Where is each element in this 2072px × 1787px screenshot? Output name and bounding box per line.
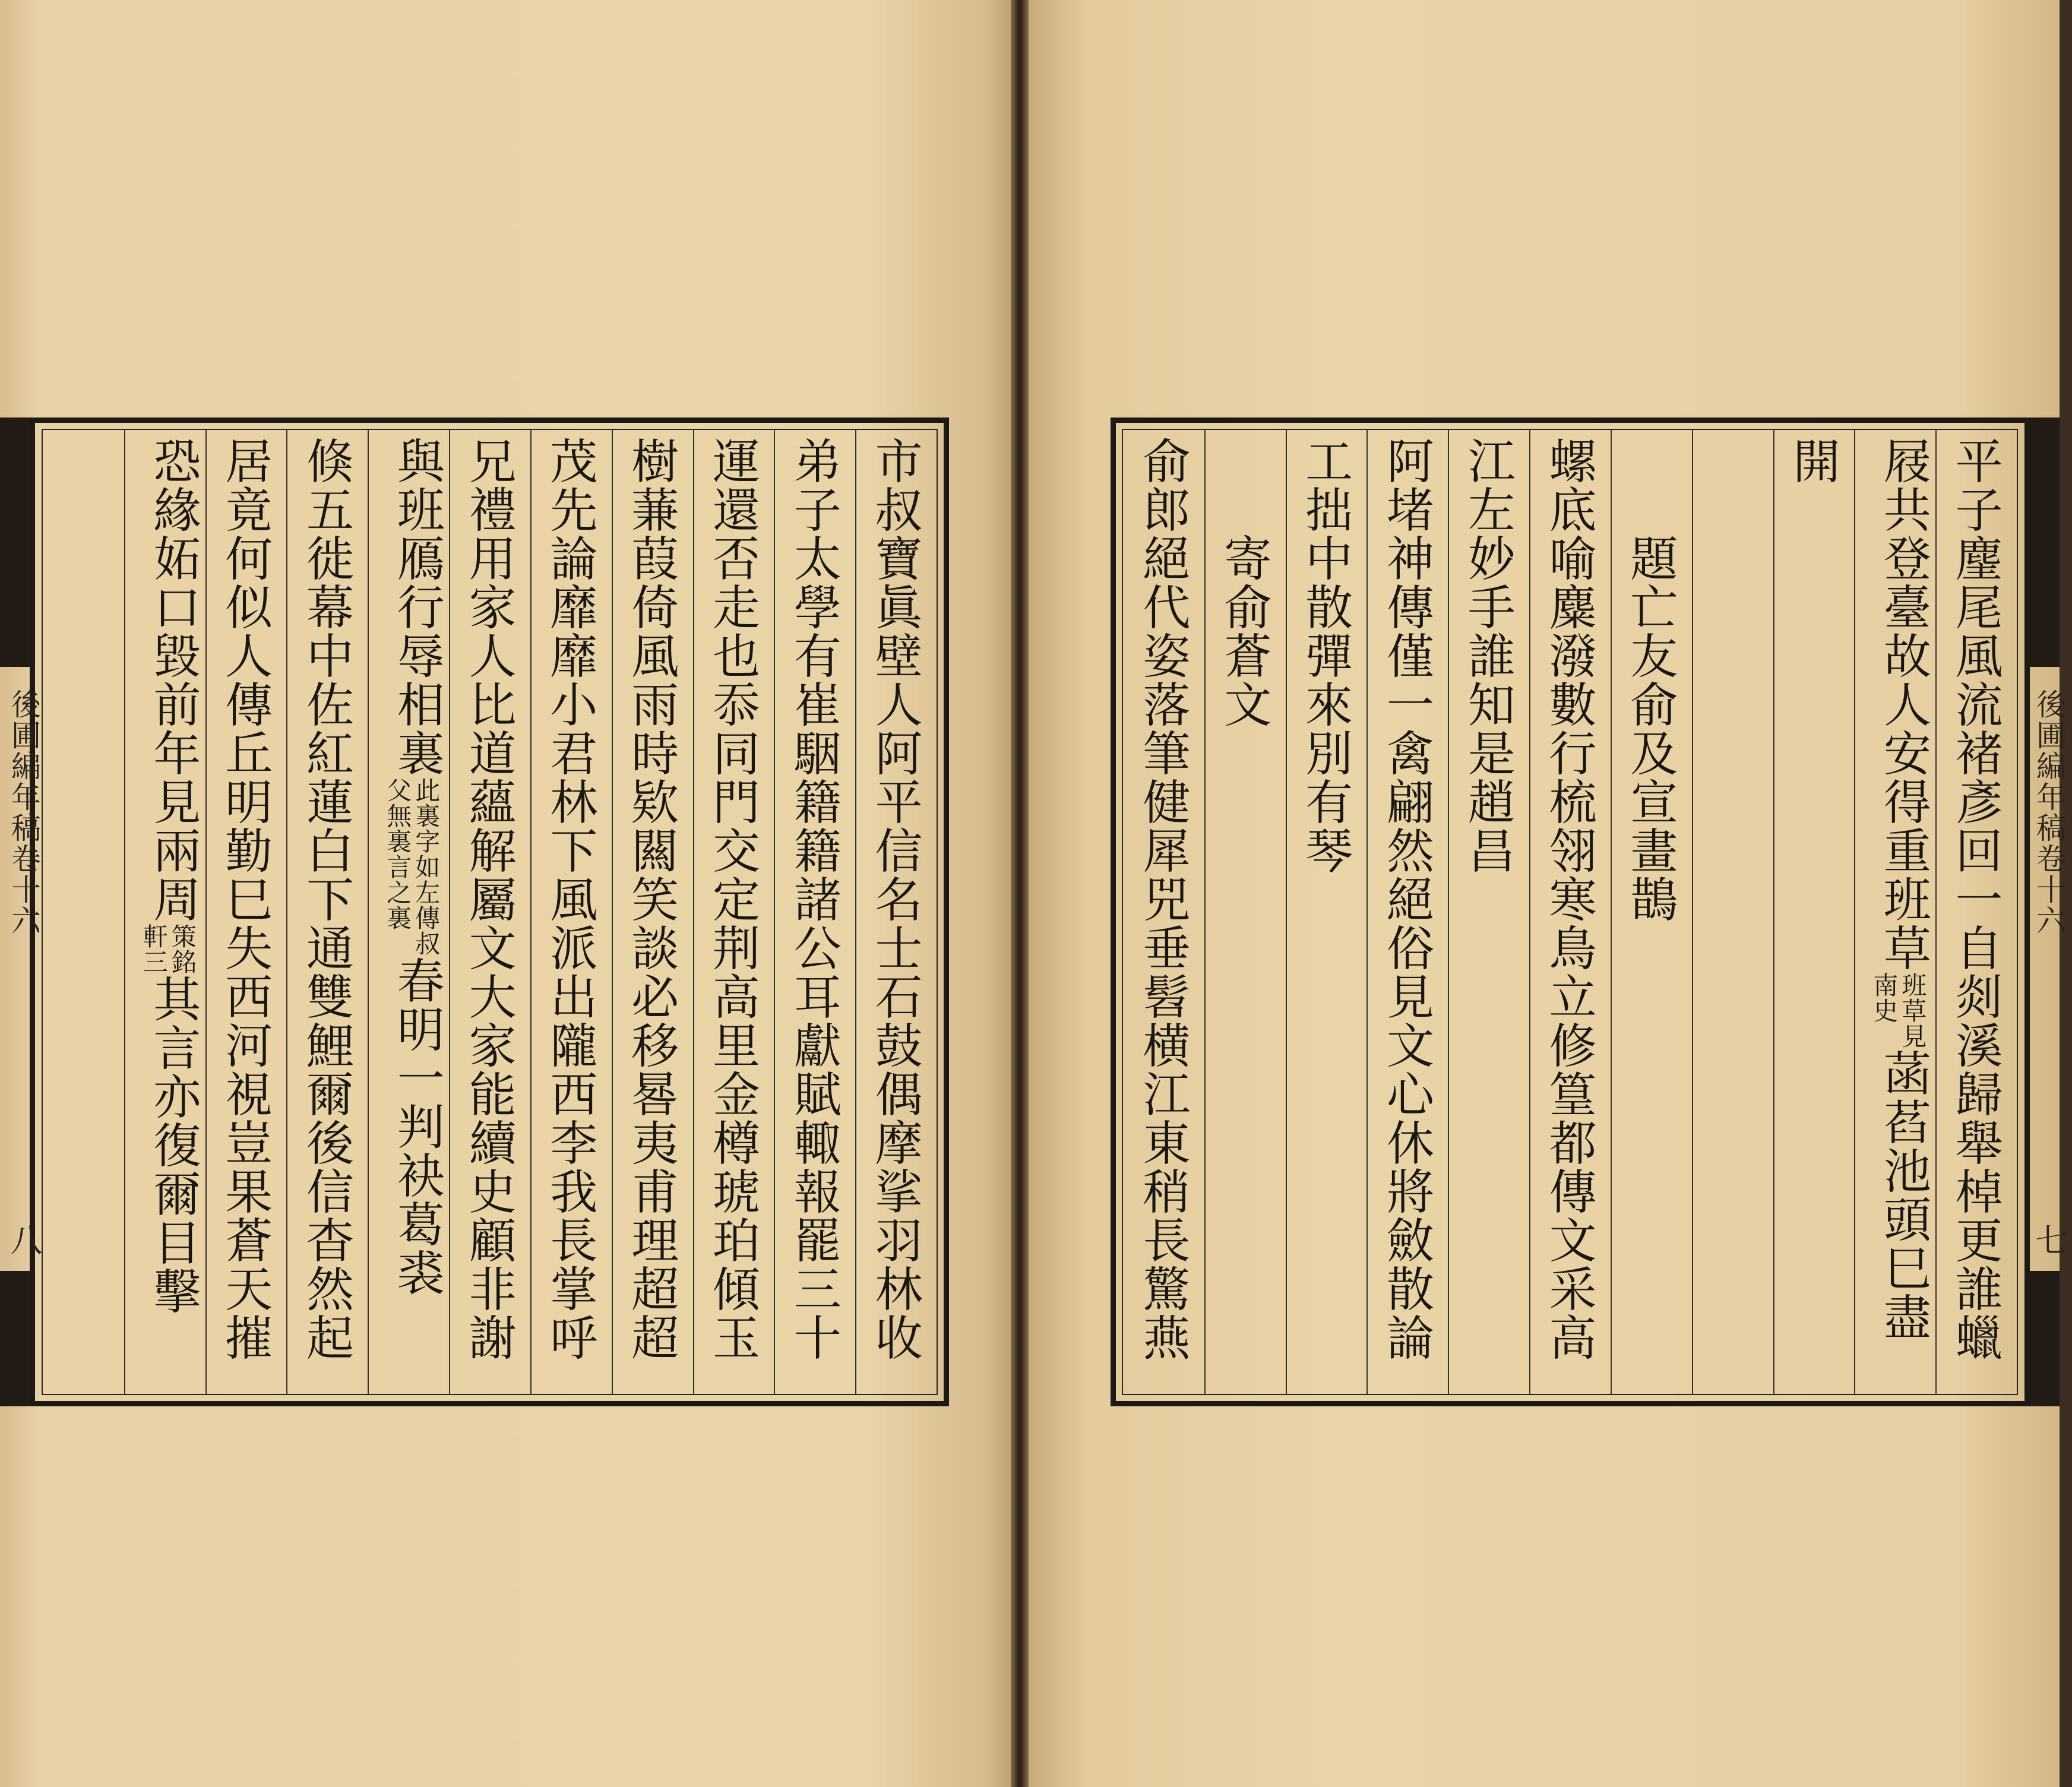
right-fold-strip-top xyxy=(2030,418,2060,667)
right-column-rule xyxy=(1773,430,1774,1394)
column-text: 平子麈尾風流褚彥回一自剡溪歸舉棹更誰蠟 xyxy=(1947,437,2003,1362)
column-text: 恐緣妬口毀前年見兩周 xyxy=(145,437,201,923)
right-column-rule xyxy=(1448,430,1449,1394)
column-text: 開 xyxy=(1785,437,1840,485)
right-column-rule xyxy=(1692,430,1693,1394)
right-column-rule xyxy=(1935,430,1937,1394)
column-text: 題亡友俞及宣畫鵲 xyxy=(1622,437,1678,923)
column-text: 俞郎絕代姿落筆健犀兕垂髫横江東稍長驚燕 xyxy=(1135,437,1190,1362)
left-column-rule xyxy=(612,430,613,1394)
column-text: 螺底喻麋潑數行梳翎寒鳥立修篁都傳文采高 xyxy=(1541,437,1597,1362)
left-fold-strip-top xyxy=(0,418,30,667)
book-gutter xyxy=(1011,0,1029,1787)
left-column-rule xyxy=(530,430,532,1394)
column-text: 春明一判袂葛裘 xyxy=(389,956,445,1297)
left-column-rule xyxy=(449,430,450,1394)
left-leaf-number: 八 xyxy=(5,1223,43,1255)
left-text-column: 兄禮用家人比道蘊解屬文大家能續史顧非謝 xyxy=(461,437,517,1362)
note-line: 策銘 xyxy=(167,923,197,975)
right-text-column xyxy=(1216,437,1271,729)
right-text-column xyxy=(1541,437,1597,1362)
interlinear-note xyxy=(140,923,197,975)
left-column-rule xyxy=(368,430,369,1394)
column-text: 菡萏池頭巳盡 xyxy=(1875,1049,1931,1341)
note-line: 班草見 xyxy=(1898,972,1928,1049)
left-text-column: 居竟何似人傳丘明勤巳失西河視豈果蒼天摧 xyxy=(217,437,273,1362)
left-edge-title: 後圃編年稿卷十六 xyxy=(7,689,41,936)
right-text-column xyxy=(1785,437,1840,485)
left-text-column: 茂先論靡靡小君林下風派出隴西李我長掌呼 xyxy=(542,437,597,1362)
column-text: 其言亦復爾目擊 xyxy=(145,975,201,1315)
right-text-column xyxy=(1297,437,1353,875)
note-line: 南史 xyxy=(1869,972,1899,1023)
right-text-column xyxy=(1378,437,1434,1362)
column-text: 寄俞蒼文 xyxy=(1216,437,1271,729)
column-text: 江左妙手誰知是趙昌 xyxy=(1460,437,1516,875)
right-text-column xyxy=(1622,437,1678,923)
right-column-rule xyxy=(1286,430,1287,1394)
right-column-rule xyxy=(1366,430,1368,1394)
left-text-column: 運還否走也忝同門交定荆高里金樽琥珀傾玉 xyxy=(704,437,760,1362)
right-text-column xyxy=(1135,437,1190,1362)
left-column-rule xyxy=(693,430,694,1394)
interlinear-note xyxy=(1869,972,1927,1049)
left-text-column: 市叔寶眞壁人阿平信名士石鼓偶摩挲羽林收 xyxy=(867,437,923,1362)
right-column-rule xyxy=(1611,430,1612,1394)
right-text-column xyxy=(1460,437,1516,875)
left-column-rule xyxy=(124,430,125,1394)
left-text-column: 弟子太學有崔駰籍籍諸公耳獻賦輙報罷三十 xyxy=(786,437,842,1362)
column-text: 與班鴈行辱相裏 xyxy=(389,437,445,777)
note-line: 父無裏言之裏 xyxy=(383,777,413,931)
column-text: 屐共登臺故人安得重班草 xyxy=(1875,437,1931,972)
interlinear-note xyxy=(383,777,440,956)
right-edge-title: 後圃編年稿卷十六 xyxy=(2032,689,2066,936)
left-text-column: 樹蒹葭倚風雨時欵闗笑談必移晷夷甫理超超 xyxy=(623,437,679,1362)
right-fold-strip-bottom xyxy=(2030,1271,2060,1406)
left-fold-strip-bottom xyxy=(0,1271,30,1406)
right-leaf-number: 七 xyxy=(2030,1223,2068,1255)
left-column-rule xyxy=(855,430,856,1394)
left-text-column xyxy=(139,437,201,1315)
note-line: 軒三 xyxy=(139,923,169,975)
left-column-rule xyxy=(286,430,287,1394)
right-text-column xyxy=(1947,437,2003,1362)
left-text-column xyxy=(383,437,445,1297)
left-column-rule xyxy=(205,430,207,1394)
column-text: 阿堵神傳僅一禽翩然絕俗見文心休將斂散論 xyxy=(1378,437,1434,1362)
note-line: 此裏字如左傳叔 xyxy=(412,777,441,956)
right-column-rule xyxy=(1529,430,1530,1394)
column-text: 工拙中散彈來別有琴 xyxy=(1297,437,1353,875)
right-column-rule xyxy=(1854,430,1855,1394)
left-text-column: 倏五徙幕中佐紅蓮白下通雙鯉爾後信杳然起 xyxy=(298,437,354,1362)
left-column-rule xyxy=(774,430,775,1394)
right-text-column xyxy=(1869,437,1931,1341)
right-column-rule xyxy=(1204,430,1206,1394)
